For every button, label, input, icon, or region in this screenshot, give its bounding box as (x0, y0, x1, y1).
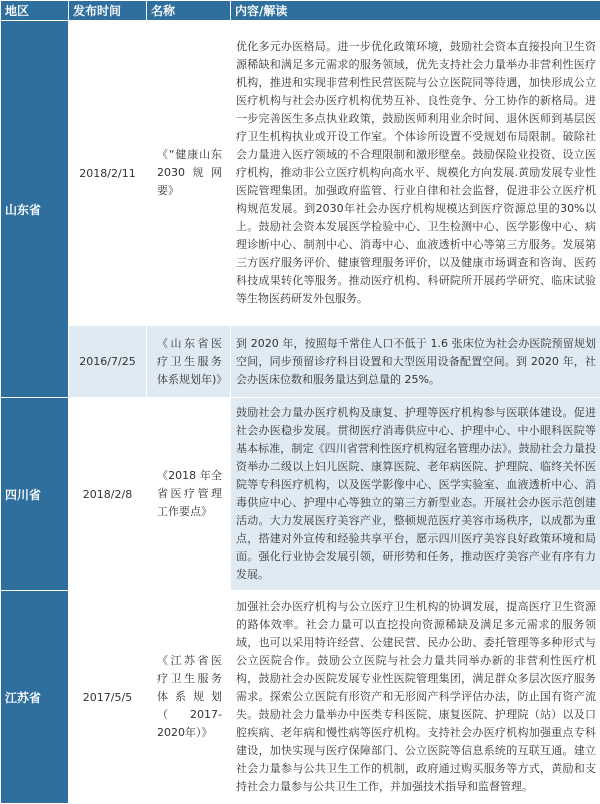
name-cell: 《山东省医疗卫生服务体系规划年)》 (147, 326, 231, 398)
name-cell: 《江苏省医疗卫生服务体系规划（2017-2020年）》 (147, 591, 231, 804)
header-name: 名称 (147, 1, 231, 21)
header-row (1, 1, 600, 21)
date-cell: 2017/5/5 (69, 591, 147, 804)
date-cell: 2018/2/11 (69, 21, 147, 326)
table-row (1, 326, 600, 398)
region-cell: 四川省 (1, 398, 69, 591)
header-region: 地区 (1, 1, 69, 21)
content-cell: 到 2020 年，按照每千常住人口不低于 1.6 张床位为社会办医院预留规划空间，同步预留诊疗科目设置和大型医用设备配置空间。到 2020 年，社会办医床位数和服务量达到总量的 25%。 (231, 326, 600, 398)
content-cell: 加强社会办医疗机构与公立医疗卫生机构的协调发展，提高医疗卫生资源的路体效率。社会力量可以直挖投向资源稀缺及满足多元需求的服务领域，也可以采用特许经营、公建民营、民办公助、委托管理等多种形式与公立医院合作。鼓励公立医院与社会力量共同举办新的非营利性医疗机构，鼓励社会办医院发展专业性医院管理集团，满足群众多层次医疗服务需求。探索公立医院有形资产和无形阅产科学评估办法，防止国有资产流失。鼓励社会力量举办中医类专科医院、康复医院、护理院（站）以及口腔疾病、老年病和慢性病等医疗机构。支持社会办医疗机构加强重点专科建设，加快实现与医疗保障部门、公立医院等信息系统的互联互通。建立社会力量参与公共卫生工作的机制，政府通过购买服务等方式，黄励和支持社会力量参与公共卫生工作，并加强技术指导和监督管理。 (231, 591, 600, 804)
header-date: 发布时间 (69, 1, 147, 21)
table-row (1, 21, 600, 326)
content-cell: 优化多元办医格局。进一步优化政策环境，鼓励社会资本直接投向卫生资源稀缺和满足多元需求的服务领域，优先支持社会力量举办非营利性医疗机构，推进和实现非营利性民营医院与公立医院同等待遇，加快形成公立医疗机构与社会办医疗机构优势互补、良性竞争、分工协作的新格局。进一步完善医生多点执业政策，鼓励医师利用业余时间、退休医师到基层医疗卫生机构执业或开设工作室。个体诊所设置不受规划布局限制。破除社会力量进入医疗领域的不合理限制和激形壁垒。鼓励保险业投资、设立医疗机构，推动非公立医疗机构向高水平、规模化方向发展.黄励发展专业性医院管理集团。加强政府监管、行业自律和社会监督，促进非公立医疗机构规范发展。到2030年社会办医疗机构规模达到医疗资源总里的30%以上。鼓励社会资本发展医学检验中心、卫生检测中心、医学影像中心、病理诊断中心、制剂中心、消毒中心、血液透析中心等第三方服务。发展第三方医疗服务评价、健康管理服务评价，以及健康市场调查和咨询、医药科技成果转化等服务。推动医疗机构、科研院所开展药学研究、临床试验等生物医药研发外包服务。 (231, 21, 600, 326)
region-cell: 江苏省 (1, 591, 69, 804)
table-row (1, 591, 600, 804)
header-content: 内容/解读 (231, 1, 600, 21)
date-cell: 2016/7/25 (69, 326, 147, 398)
date-cell: 2018/2/8 (69, 398, 147, 591)
table-row (1, 398, 600, 591)
content-cell: 鼓励社会力量办医疗机构及康复、护理等医疗机构参与医联体建设。促进社会办医稳步发展。贯彻医疗消毒供应中心、护理中心、中小眼科医院等基本标准，制定《四川省营利性医疗机构冠名管理办法》。鼓励社会力量投资举办二级以上妇儿医院、康算医院、老年病医院、护理院、临终关怀医院等专科医疗机构，以及医学影像中心、医学实验室、血液透析中心、消毒供应中心、护理中心等独立的第三方新型业态。开展社会办医示范创建活动。大力发展医疗美容产业，整顿规范医疗美容市场秩序，以成都为重点，搭建对外宣传和经验共享平台，愿示四川医疗美容良好政策环境和局面。强化行业协会发展引领，研形势和任务，推动医疗美容产业有序有力发展。 (231, 398, 600, 591)
name-cell: 《2018 年全省医疗管理工作要点》 (147, 398, 231, 591)
region-cell: 山东省 (1, 21, 69, 398)
name-cell: 《“健康山东2030规网要》 (147, 21, 231, 326)
